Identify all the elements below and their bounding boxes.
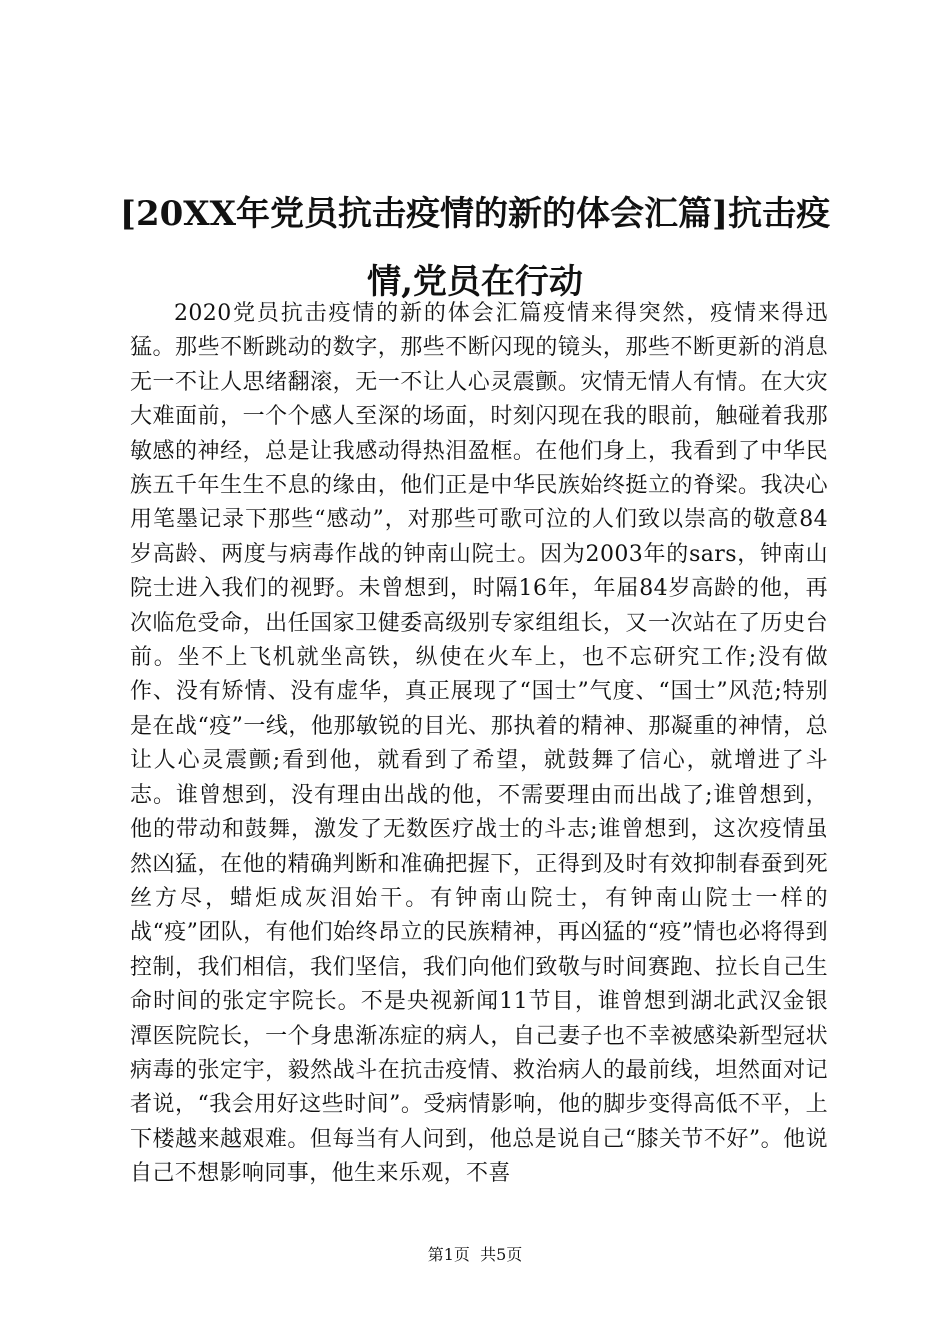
page-footer [0,1244,950,1266]
document-body: 2020党员抗击疫情的新的体会汇篇疫情来得突然，疫情来得迅猛。那些不断跳动的数字，那些不断闪现的镜头，那些不断更新的消息无一不让人思绪翻滚，无一不让人心灵震颤。灾情无情人有情。在大灾大难面前，一个个感人至深的场面，时刻闪现在我的眼前，触碰着我那敏感的神经，总是让我感动得热泪盈框。在他们身上，我看到了中华民族五千年生生不息的缘由，他们正是中华民族始终挺立的脊梁。我决心用笔墨记录下那些“感动”，对那些可歌可泣的人们致以崇高的敬意84岁高龄、两度与病毒作战的钟南山院士。因为2003年的sars，钟南山院士进入我们的视野。未曾想到，时隔16年，年届84岁高龄的他，再次临危受命，出任国家卫健委高级别专家组组长，又一次站在了历史台前。坐不上飞机就坐高铁，纵使在火车上，也不忘研究工作;没有做作、没有矫情、没有虚华，真正展现了“国士”气度、“国士”风范;特别是在战“疫”一线，他那敏锐的目光、那执着的精神、那凝重的神情，总让人心灵震颤;看到他，就看到了希望，就鼓舞了信心，就增进了斗志。谁曾想到，没有理由出战的他，不需要理由而出战了;谁曾想到，他的带动和鼓舞，激发了无数医疗战士的斗志;谁曾想到，这次疫情虽然凶猛，在他的精确判断和准确把握下，正得到及时有效抑制春蚕到死丝方尽，蜡炬成灰泪始干。有钟南山院士，有钟南山院士一样的战“疫”团队，有他们始终昂立的民族精神，再凶猛的“疫”情也必将得到控制，我们相信，我们坚信，我们向他们致敬与时间赛跑、拉长自己生命时间的张定宇院长。不是央视新闻11节目，谁曾想到湖北武汉金银潭医院院长，一个身患渐冻症的病人，自己妻子也不幸被感染新型冠状病毒的张定宇，毅然战斗在抗击疫情、救治病人的最前线，坦然面对记者说，“我会用好这些时间”。受病情影响，他的脚步变得高低不平，上下楼越来越艰难。但每当有人问到，他总是说自己“膝关节不好”。他说自己不想影响同事，他生来乐观，不喜 [130,301,828,1187]
document-title: [20XX年党员抗击疫情的新的体会汇篇]抗击疫情,党员在行动 [119,194,831,302]
page-number: 第1页 [427,1245,470,1264]
page-total: 共5页 [480,1245,523,1264]
